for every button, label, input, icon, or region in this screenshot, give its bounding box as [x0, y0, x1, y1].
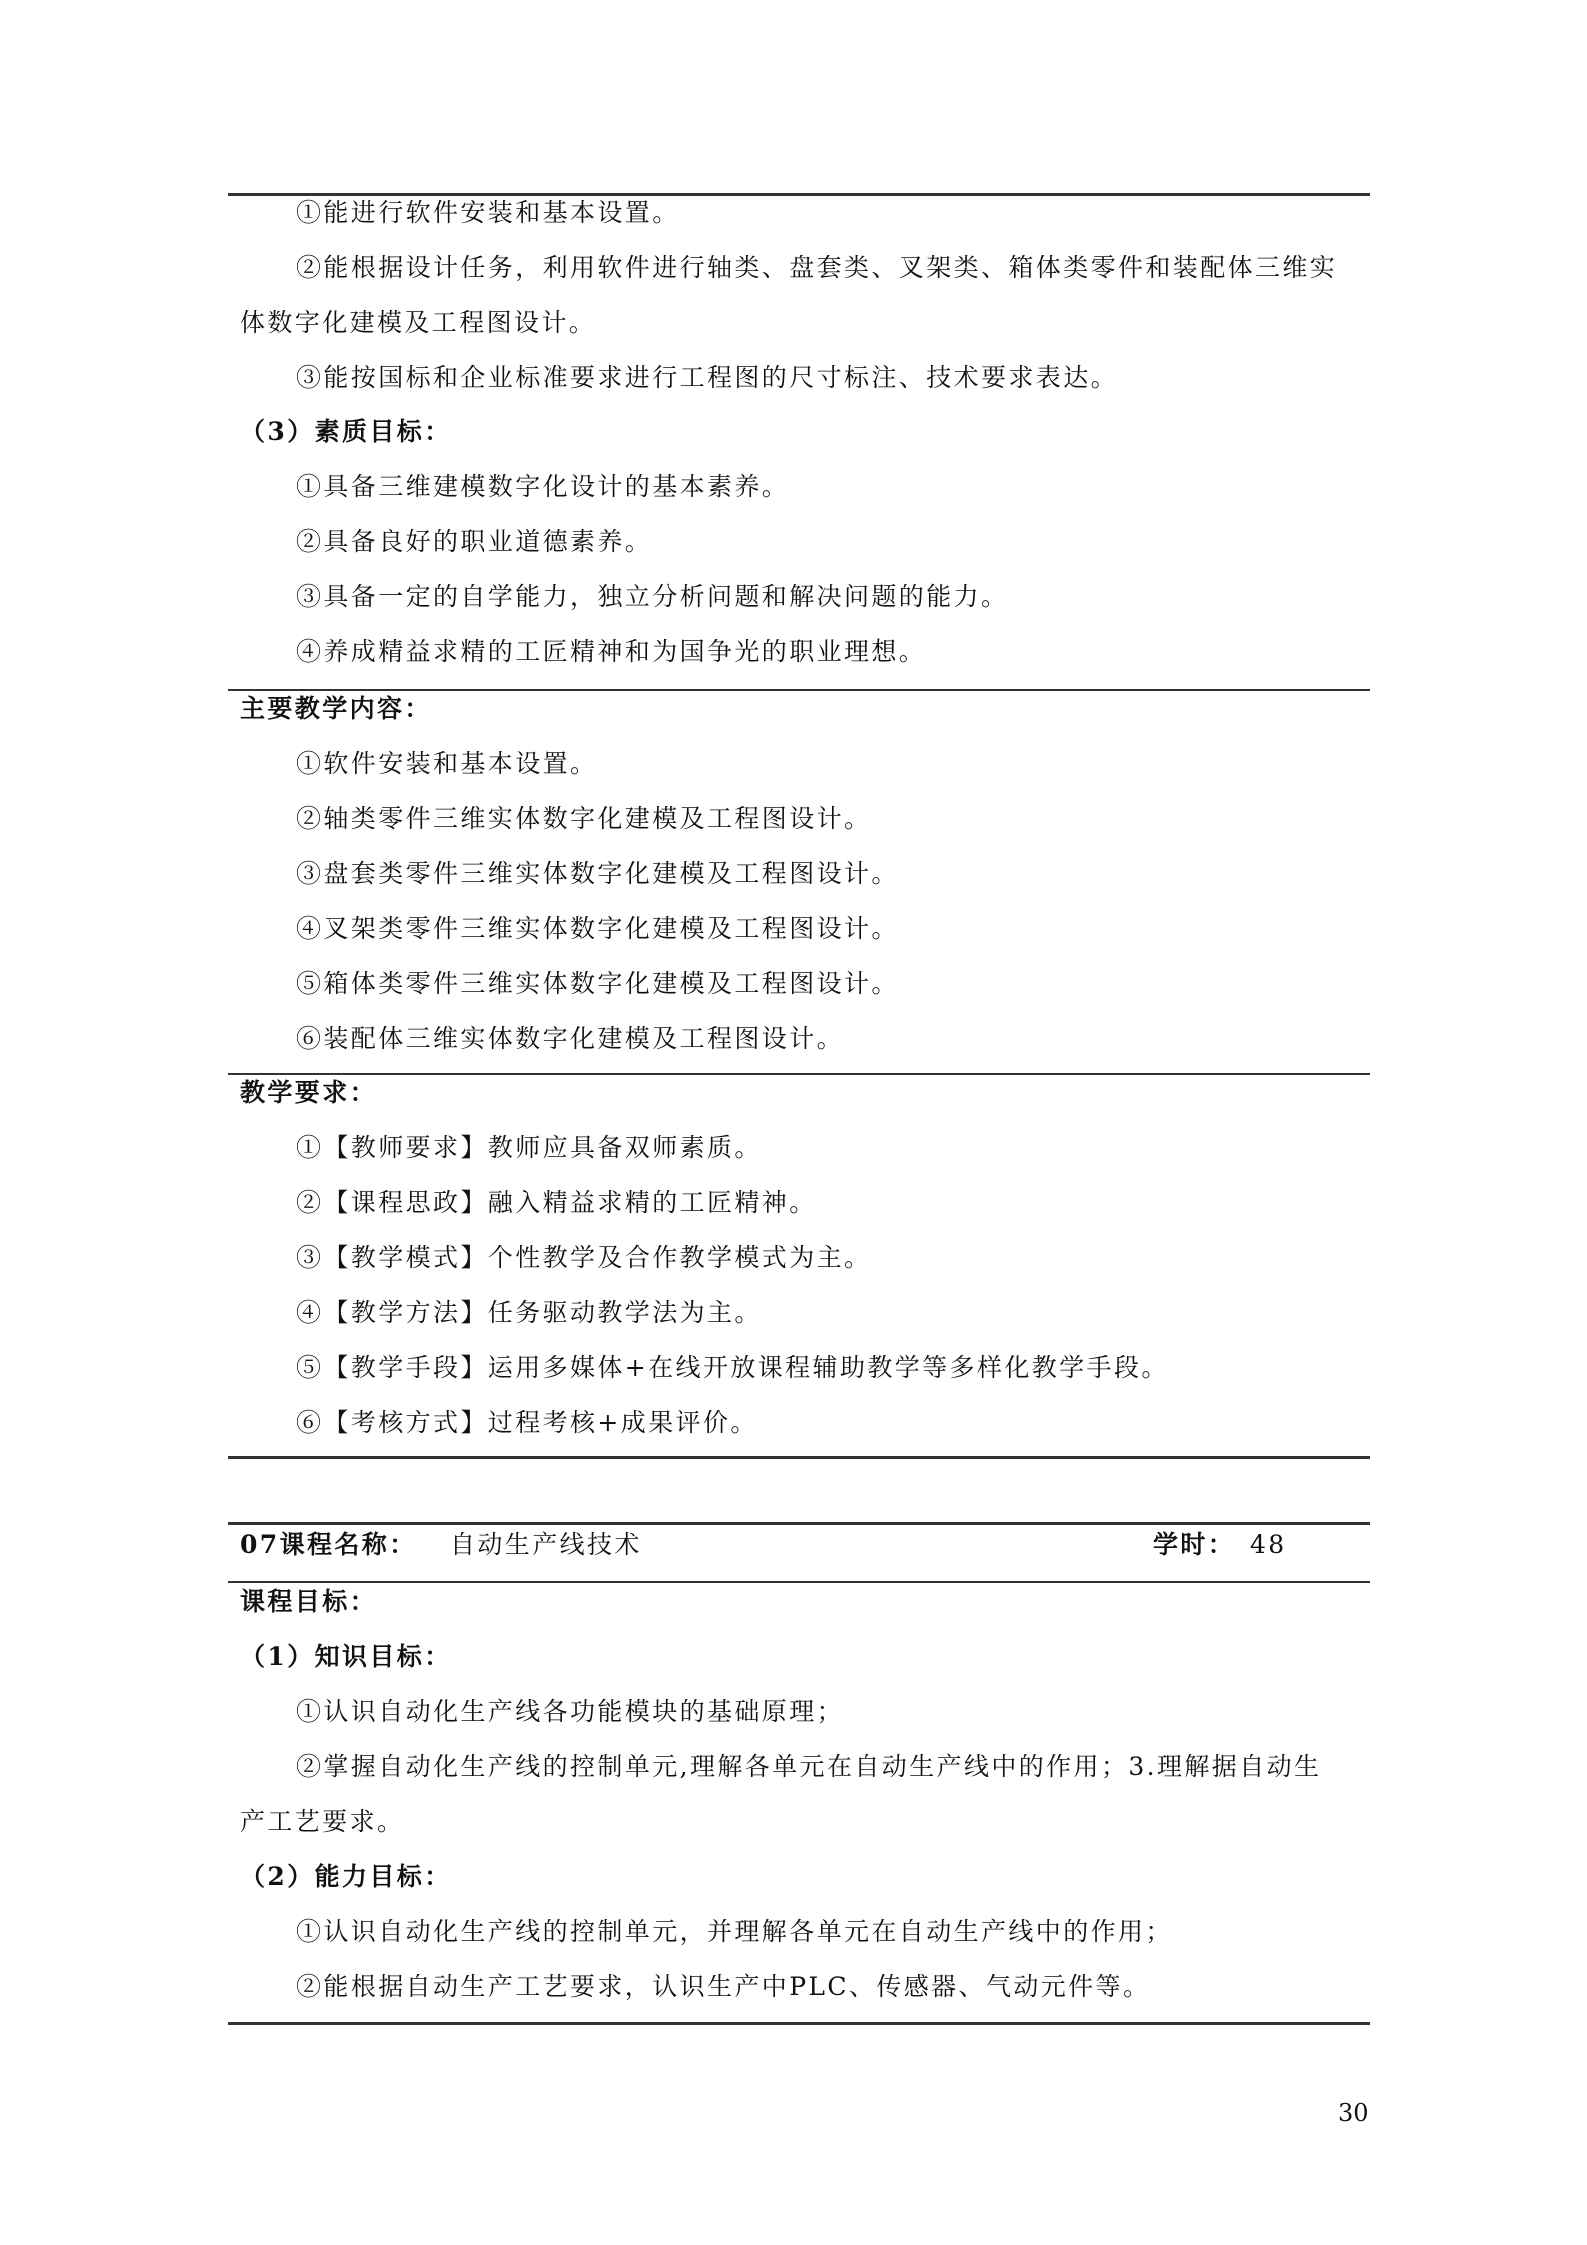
- top-rule: [228, 193, 1370, 196]
- content-item-5: ⑤箱体类零件三维实体数字化建模及工程图设计。: [296, 969, 899, 998]
- ability-goal-2: ②能根据设计任务，利用软件进行轴类、盘套类、叉架类、箱体类零件和装配体三维实: [296, 253, 1338, 282]
- knowledge-goal-2-cont: 产工艺要求。: [240, 1807, 405, 1836]
- teaching-requirements-heading: 教学要求：: [240, 1078, 378, 1107]
- requirement-item-2: ②【课程思政】融入精益求精的工匠精神。: [296, 1188, 817, 1217]
- content-item-6: ⑥装配体三维实体数字化建模及工程图设计。: [296, 1024, 845, 1053]
- quality-goal-4: ④养成精益求精的工匠精神和为国争光的职业理想。: [296, 637, 927, 666]
- table-top-rule: [228, 1522, 1370, 1525]
- course-hours-value: 48: [1250, 1530, 1287, 1559]
- course-goals-heading: 课程目标：: [240, 1587, 378, 1616]
- requirement-item-3: ③【教学模式】个性教学及合作教学模式为主。: [296, 1243, 872, 1272]
- requirement-item-6: ⑥【考核方式】过程考核+成果评价。: [296, 1408, 758, 1437]
- quality-goal-3: ③具备一定的自学能力，独立分析问题和解决问题的能力。: [296, 582, 1009, 611]
- ability-goal-1: ①能进行软件安装和基本设置。: [296, 198, 680, 227]
- quality-goals-heading: （3）素质目标：: [240, 417, 452, 446]
- content-item-1: ①软件安装和基本设置。: [296, 749, 598, 778]
- quality-goal-2: ②具备良好的职业道德素养。: [296, 527, 653, 556]
- course-name-label: 07课程名称：: [240, 1530, 417, 1559]
- requirement-item-4: ④【教学方法】任务驱动教学法为主。: [296, 1298, 762, 1327]
- ability-goals-heading: （2）能力目标：: [240, 1862, 452, 1891]
- section-divider: [228, 1073, 1370, 1075]
- content-item-4: ④叉架类零件三维实体数字化建模及工程图设计。: [296, 914, 899, 943]
- knowledge-goal-1: ①认识自动化生产线各功能模块的基础原理；: [296, 1697, 845, 1726]
- ability-goal-2-cont: 体数字化建模及工程图设计。: [240, 308, 597, 337]
- course-name-value: 自动生产线技术: [450, 1530, 642, 1559]
- course07-ability-goal-1: ①认识自动化生产线的控制单元，并理解各单元在自动生产线中的作用；: [296, 1917, 1173, 1946]
- ability-goal-3: ③能按国标和企业标准要求进行工程图的尺寸标注、技术要求表达。: [296, 363, 1119, 392]
- table-bottom-rule: [228, 2022, 1370, 2025]
- content-item-2: ②轴类零件三维实体数字化建模及工程图设计。: [296, 804, 872, 833]
- table-bottom-rule: [228, 1456, 1370, 1459]
- requirement-item-5: ⑤【教学手段】运用多媒体+在线开放课程辅助教学等多样化教学手段。: [296, 1353, 1169, 1382]
- course-hours-label: 学时：: [1153, 1530, 1236, 1559]
- page-number: 30: [1338, 2099, 1369, 2127]
- requirement-item-1: ①【教师要求】教师应具备双师素质。: [296, 1133, 762, 1162]
- knowledge-goal-2: ②掌握自动化生产线的控制单元,理解各单元在自动生产线中的作用；3.理解据自动生: [296, 1752, 1322, 1781]
- teaching-content-heading: 主要教学内容：: [240, 694, 432, 723]
- knowledge-goals-heading: （1）知识目标：: [240, 1642, 452, 1671]
- course07-ability-goal-2: ②能根据自动生产工艺要求，认识生产中PLC、传感器、气动元件等。: [296, 1972, 1151, 2001]
- section-divider: [228, 1581, 1370, 1583]
- content-item-3: ③盘套类零件三维实体数字化建模及工程图设计。: [296, 859, 899, 888]
- section-divider: [228, 689, 1370, 691]
- quality-goal-1: ①具备三维建模数字化设计的基本素养。: [296, 472, 790, 501]
